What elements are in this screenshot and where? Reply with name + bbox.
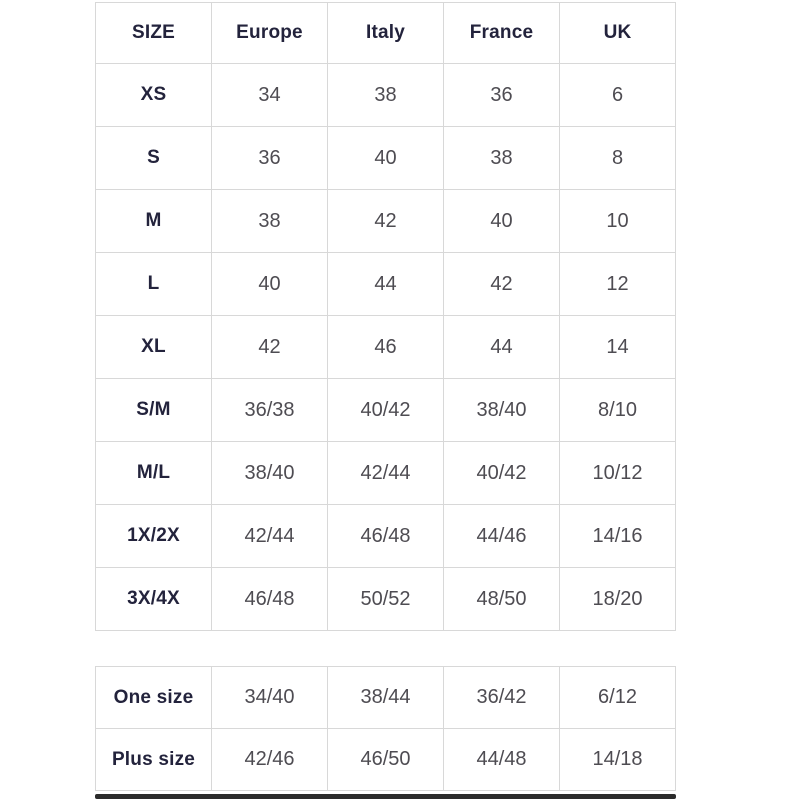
size-value-cell: 38/44: [328, 667, 444, 729]
size-value-cell: 40: [212, 253, 328, 316]
table-row: [96, 253, 676, 316]
row-label: M: [96, 190, 212, 253]
size-conversion-table: [95, 2, 676, 631]
size-value-cell: 6: [560, 64, 676, 127]
size-value-cell: 10/12: [560, 442, 676, 505]
table-row: [96, 667, 676, 729]
size-value-cell: 42/46: [212, 729, 328, 791]
row-label: S/M: [96, 379, 212, 442]
special-sizes-table: [95, 666, 676, 791]
special-sizes-body: [96, 667, 676, 791]
row-label: XL: [96, 316, 212, 379]
size-value-cell: 36: [444, 64, 560, 127]
column-header-uk: UK: [560, 3, 676, 64]
size-value-cell: 44: [328, 253, 444, 316]
row-label: Plus size: [96, 729, 212, 791]
size-value-cell: 46/50: [328, 729, 444, 791]
size-value-cell: 40: [328, 127, 444, 190]
header-row: [96, 3, 676, 64]
size-value-cell: 40/42: [328, 379, 444, 442]
table-row: [96, 127, 676, 190]
column-header-size: SIZE: [96, 3, 212, 64]
row-label: One size: [96, 667, 212, 729]
size-value-cell: 12: [560, 253, 676, 316]
size-value-cell: 44/46: [444, 505, 560, 568]
size-value-cell: 10: [560, 190, 676, 253]
size-value-cell: 46/48: [212, 568, 328, 631]
table-row: [96, 729, 676, 791]
size-value-cell: 44: [444, 316, 560, 379]
size-value-cell: 38: [444, 127, 560, 190]
row-label: S: [96, 127, 212, 190]
size-value-cell: 38: [328, 64, 444, 127]
size-value-cell: 42/44: [328, 442, 444, 505]
size-value-cell: 8: [560, 127, 676, 190]
size-value-cell: 8/10: [560, 379, 676, 442]
column-header-italy: Italy: [328, 3, 444, 64]
size-value-cell: 38: [212, 190, 328, 253]
size-table-header: [96, 3, 676, 64]
size-value-cell: 46/48: [328, 505, 444, 568]
column-header-europe: Europe: [212, 3, 328, 64]
size-value-cell: 36: [212, 127, 328, 190]
horizontal-scrollbar[interactable]: [95, 794, 676, 799]
size-value-cell: 42: [212, 316, 328, 379]
table-row: [96, 505, 676, 568]
size-value-cell: 34/40: [212, 667, 328, 729]
size-value-cell: 36/42: [444, 667, 560, 729]
row-label: 3X/4X: [96, 568, 212, 631]
table-row: [96, 568, 676, 631]
standard-sizes-body: [96, 64, 676, 631]
row-label: M/L: [96, 442, 212, 505]
size-value-cell: 14: [560, 316, 676, 379]
size-value-cell: 34: [212, 64, 328, 127]
table-row: [96, 379, 676, 442]
table-row: [96, 316, 676, 379]
table-row: [96, 190, 676, 253]
size-value-cell: 42/44: [212, 505, 328, 568]
row-label: L: [96, 253, 212, 316]
size-value-cell: 42: [328, 190, 444, 253]
size-value-cell: 38/40: [444, 379, 560, 442]
size-value-cell: 44/48: [444, 729, 560, 791]
size-value-cell: 38/40: [212, 442, 328, 505]
horizontal-scrollbar-track: [95, 793, 676, 800]
size-value-cell: 42: [444, 253, 560, 316]
row-label: 1X/2X: [96, 505, 212, 568]
size-value-cell: 14/18: [560, 729, 676, 791]
size-value-cell: 40: [444, 190, 560, 253]
size-value-cell: 48/50: [444, 568, 560, 631]
column-header-france: France: [444, 3, 560, 64]
size-value-cell: 14/16: [560, 505, 676, 568]
size-value-cell: 6/12: [560, 667, 676, 729]
size-value-cell: 18/20: [560, 568, 676, 631]
table-row: [96, 442, 676, 505]
size-value-cell: 40/42: [444, 442, 560, 505]
size-value-cell: 36/38: [212, 379, 328, 442]
table-row: [96, 64, 676, 127]
row-label: XS: [96, 64, 212, 127]
size-value-cell: 50/52: [328, 568, 444, 631]
size-value-cell: 46: [328, 316, 444, 379]
